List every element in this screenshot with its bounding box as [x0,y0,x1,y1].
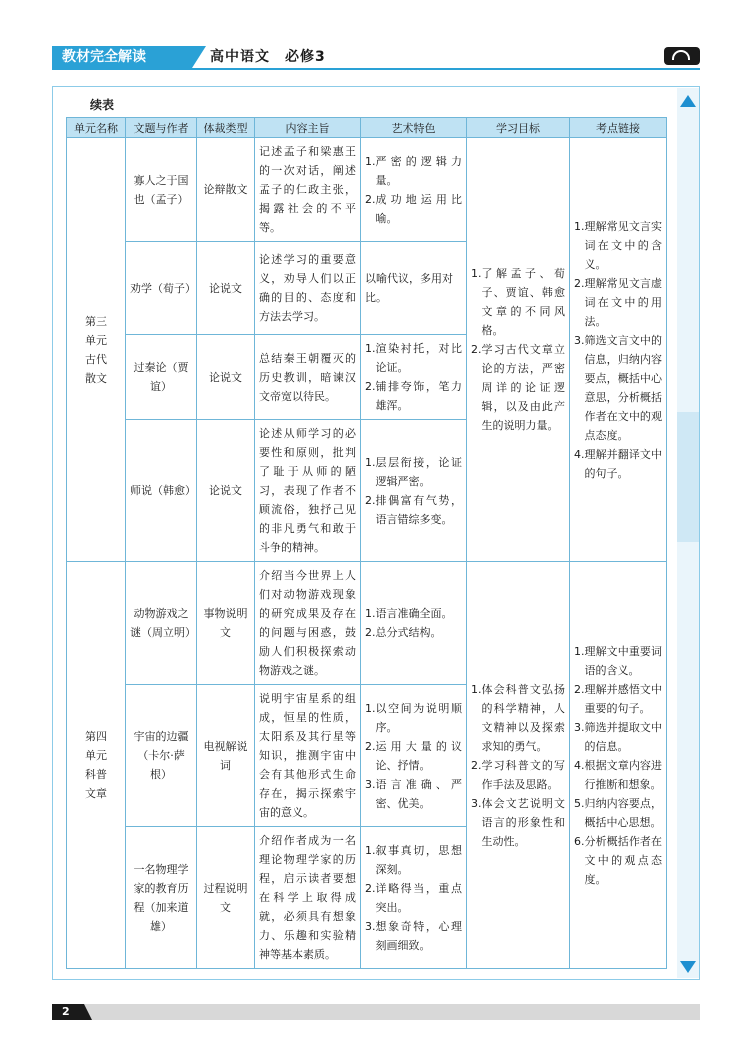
feature-item: 3. 想象奇特，心理刻画细致。 [365,919,462,952]
objectives-cell [467,138,570,562]
objective-item: 2. 学习古代文章立论的方法，严密周详的论证逻辑，以及由此产生的说明力量。 [471,343,565,432]
feature-item: 2. 成功地运用比喻。 [365,192,462,225]
features-cell [361,420,467,562]
title-author-cell: 寡人之于国也（孟子） [126,138,197,242]
feature-item: 2. 运用大量的议论、抒情。 [365,739,462,772]
feature-item: 2. 总分式结构。 [365,626,442,639]
link-item: 2. 理解并感悟文中重要的句子。 [574,682,662,715]
page-header [52,46,700,68]
continued-label: 续表 [90,98,115,112]
link-item: 6. 分析概括作者在文中的观点态度。 [574,834,662,886]
col-header: 学习目标 [467,118,570,138]
feature-item: 2. 铺排夸饰，笔力雄浑。 [365,380,462,412]
title-author-cell: 动物游戏之谜（周立明） [126,562,197,685]
table-row [67,562,667,685]
links-cell [570,138,667,562]
objective-item: 3. 体会文艺说明文语言的形象性和生动性。 [471,796,565,848]
page-number: 2 [52,1004,84,1020]
page-footer [52,1004,700,1020]
book-title: 高中语文 必修3 [210,49,326,65]
genre-cell: 过程说明文 [197,827,255,969]
unit-name-cell: 第三单元古代散文 [67,138,126,562]
features-cell [361,335,467,420]
scroll-up-icon[interactable] [680,95,696,107]
title-author-cell: 师说（韩愈） [126,420,197,562]
col-header: 文题与作者 [126,118,197,138]
objective-item: 1. 了解孟子、荀子、贾谊、韩愈文章的不同风格。 [471,267,565,337]
col-header: 艺术特色 [361,118,467,138]
theme-cell: 论述学习的重要意义，劝导人们以正确的目的、态度和方法去学习。 [255,242,361,335]
scrollbar-thumb[interactable] [677,412,699,542]
unit-summary-table [66,117,667,969]
title-author-cell: 过秦论（贾谊） [126,335,197,420]
col-header: 单元名称 [67,118,126,138]
link-item: 3. 筛选并提取文中的信息。 [574,720,662,753]
genre-cell: 论辩散文 [197,138,255,242]
features-cell [361,562,467,685]
feature-item: 1. 层层衔接，论证逻辑严密。 [365,455,462,488]
col-header: 体裁类型 [197,118,255,138]
feature-item: 1. 以空间为说明顺序。 [365,701,462,734]
feature-item: 1. 渲染衬托，对比论证。 [365,342,462,374]
genre-cell: 论说文 [197,420,255,562]
links-cell [570,562,667,969]
genre-cell: 事物说明文 [197,562,255,685]
title-author-cell: 一名物理学家的教育历程（加来道雄） [126,827,197,969]
theme-cell: 记述孟子和梁惠王的一次对话，阐述孟子的仁政主张，揭露社会的不平等。 [255,138,361,242]
genre-cell: 论说文 [197,242,255,335]
unit-name-cell: 第四单元科普文章 [67,562,126,969]
genre-cell: 论说文 [197,335,255,420]
theme-cell: 总结秦王朝覆灭的历史教训，暗谏汉文帝宽以待民。 [255,335,361,420]
theme-cell: 说明宇宙星系的组成，恒星的性质，太阳系及其行星等知识，推测宇宙中会有其他形式生命存在，揭示探索宇宙的意义。 [255,685,361,827]
feature-item: 1. 叙事真切，思想深刻。 [365,843,462,876]
features-cell [361,685,467,827]
publisher-logo-icon [664,47,700,65]
col-header: 考点链接 [570,118,667,138]
genre-cell: 电视解说词 [197,685,255,827]
scroll-down-icon[interactable] [680,961,696,973]
feature-item: 1. 严密的逻辑力量。 [365,154,462,187]
link-item: 5. 归纳内容要点，概括中心思想。 [574,796,662,829]
features-cell: 以喻代议，多用对比。 [361,242,467,335]
link-item: 4. 根据文章内容进行推断和想象。 [574,758,662,791]
theme-cell: 论述从师学习的必要性和原则，批判了耻于从师的陋习，表现了作者不顾流俗，独抒己见的非凡勇气和敢于斗争的精神。 [255,420,361,562]
link-item: 1. 理解常见文言实词在文中的含义。 [574,219,662,271]
feature-item: 3. 语言准确、严密、优美。 [365,777,462,810]
header-divider [52,68,700,70]
features-cell [361,138,467,242]
objectives-cell [467,562,570,969]
feature-item: 2. 排偶富有气势，语言错综多变。 [365,493,462,526]
objective-item: 2. 学习科普文的写作手法及思路。 [471,758,565,791]
link-item: 1. 理解文中重要词语的含义。 [574,644,662,677]
table-header-row [67,118,667,138]
features-cell [361,827,467,969]
series-band: 教材完全解读 [52,46,192,68]
link-item: 3. 筛选文言文中的信息，归纳内容要点，概括中心意思，分析概括作者在文中的观点态度。 [574,333,662,442]
objective-item: 1. 体会科普文弘扬的科学精神，人文精神以及探索求知的勇气。 [471,682,565,753]
title-author-cell: 宇宙的边疆（卡尔·萨根） [126,685,197,827]
title-author-cell: 劝学（荀子） [126,242,197,335]
link-item: 4. 理解并翻译文中的句子。 [574,447,662,480]
feature-item: 2. 详略得当，重点突出。 [365,881,462,914]
feature-item: 1. 语言准确全面。 [365,607,453,620]
link-item: 2. 理解常见文言虚词在文中的用法。 [574,276,662,328]
theme-cell: 介绍当今世界上人们对动物游戏现象的研究成果及存在的问题与困惑，鼓励人们积极探索动物游戏之谜。 [255,562,361,685]
table-row [67,138,667,242]
theme-cell: 介绍作者成为一名理论物理学家的历程，启示读者要想在科学上取得成就，必须具有想象力、乐趣和实验精神等基本素质。 [255,827,361,969]
col-header: 内容主旨 [255,118,361,138]
